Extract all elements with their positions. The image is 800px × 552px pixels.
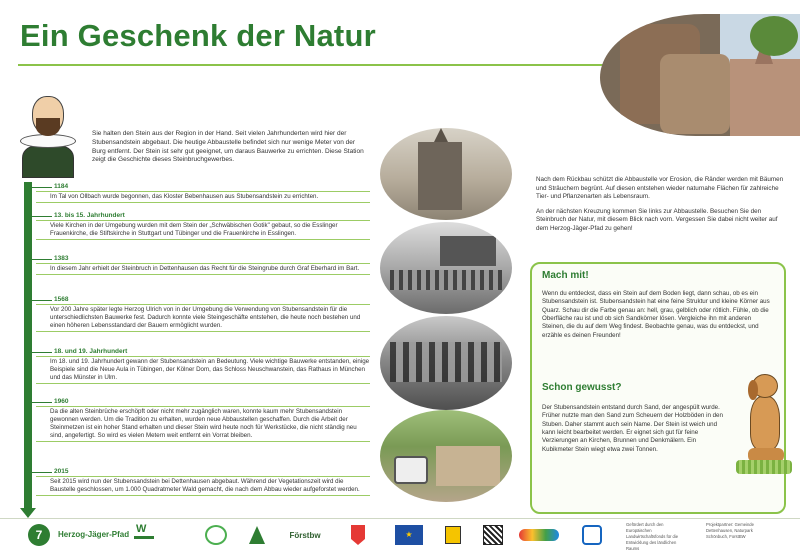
timeline-text: Im 18. und 19. Jahrhundert gewann der Stubensandstein an Bedeutung. Viele wichtige Bauwerke entstanden, einige Beispiele sind die Neue Aula in Tübingen, der Kölner Dom, das Schloss Neuschwanstein, das Rathaus in München und das Münster in Ulm.	[36, 356, 370, 384]
timeline-date: 18. und 19. Jahrhundert	[36, 348, 370, 355]
intro-text: Sie halten den Stein aus der Region in der Hand. Seit vielen Jahrhunderten wird hier der Stubensandstein abgebaut. Die heutige Abbaustelle befindet sich nur wenige Meter von der Burg entfernt. Der Stein ist sehr gut geeignet, um daraus Bauwerke zu errichten. Diese Station zeigt die Geschichte dieses Steinbruchgewerbes.	[92, 130, 364, 164]
schon-gewusst-text: Der Stubensandstein entstand durch Sand, der angespült wurde. Früher nutzte man den Sand zum Scheuern der Holzböden in den Stuben. Daher stammt auch sein Name. Der Stein ist weich und kann leicht bearbeitet werden. Er eignet sich gut für feine Verzierungen an Kirchen, Brunnen und Denkmälern. Ein Kubikmeter Stein wiegt etwa zwei Tonnen.	[542, 404, 723, 453]
title-divider	[18, 64, 658, 66]
legal-text: Projektpartner: Gemeinde Dettenhausen, Naturpark Schönbuch, ForstBW	[706, 522, 754, 539]
forstbw-logo: Förstbw	[289, 530, 321, 540]
timeline-text: Im Tal von Ollbach wurde begonnen, das Kloster Bebenhausen aus Stubensandstein zu errichten.	[36, 191, 370, 203]
photo-historic-quarry	[380, 222, 512, 314]
timeline-date: 13. bis 15. Jahrhundert	[36, 212, 370, 219]
sponsor-logo-icon	[244, 522, 270, 548]
state-crest-icon	[436, 522, 470, 548]
photo-church	[380, 128, 512, 220]
sponsor-logo-icon	[338, 522, 378, 548]
right-intro-paragraph: Nach dem Rückbau schützt die Abbaustelle vor Erosion, die Ränder werden mit Bäumen und Sträuchern begrünt. Auf diesen entstehen wieder naturnahe Flächen für zahlreiche Tier- und Pflanzenarten als Lebensraum.	[536, 176, 784, 200]
crown-icon	[134, 529, 154, 539]
timeline-date: 1960	[36, 398, 370, 405]
eu-flag-icon: ★	[394, 522, 424, 548]
timeline-entry	[36, 212, 370, 240]
mach-mit-text: Wenn du entdeckst, dass ein Stein auf dem Boden liegt, dann schau, ob es ein Stubensandstein ist. Stubensandstein hat eine feine Struktur und kleine Körner aus Quarz. Schau dir die Farbe genau an: hell, grau, gelblich oder rötlich. Fühle, ob die Oberfläche rau ist und ob sich Sandkörner lösen. Vergleiche ihn mit anderen Steinen, die du auf dem Weg findest. Beobachte genau, was du entdeckst, und erzähle es deinen Freunden!	[542, 290, 770, 339]
station-number: 7	[28, 524, 50, 546]
timeline-entry	[36, 255, 370, 275]
timeline-date: 1184	[36, 183, 370, 190]
timeline-text: Vor 200 Jahre später legte Herzog Ulrich von in der Umgebung die Verwendung von Stubensandstein für die unterschiedlichsten Bauwerke fest. Dadurch konnte viele Steingeschäfte entstehen, die heute noch bestehen und einen höheren Lebensstandard der Bauern ermöglicht wurden.	[36, 304, 370, 332]
timeline-entry	[36, 296, 370, 332]
timeline-arrow-icon	[20, 508, 36, 518]
timeline-entry	[36, 398, 370, 442]
sponsor-logo-icon	[578, 522, 606, 548]
timeline-date: 1568	[36, 296, 370, 303]
sponsor-logo-icon	[516, 522, 562, 548]
mach-mit-heading: Mach mit!	[542, 270, 589, 281]
duke-portrait	[10, 88, 84, 180]
timeline-date: 1383	[36, 255, 370, 262]
photo-quarry-workers	[380, 316, 512, 410]
timeline-text: Da die alten Steinbrüche erschöpft oder nicht mehr zugänglich waren, konnte kaum mehr Stubensandstein gewonnen werden. Um die Tradition zu erhalten, wurden neue Abbaustellen geschaffen. Durch die Arbeit der Steinmetzen ist ein hoher Stand erhalten und dieser Stein wird heute noch für Werkstücke, die nicht ständig neu sind, angefertigt. So wird es vielen Metern weit entfernt ein Vorrat bleiben.	[36, 406, 370, 442]
timeline-text: Seit 2015 wird nun der Stubensandstein bei Dettenhausen abgebaut. Während der Vegetationszeit wird die Baustelle geschlossen, um 1.000 Quadratmeter Wald gemacht, die nach dem Abbau wieder aufgeforstet werden.	[36, 476, 370, 496]
schon-gewusst-heading: Schon gewusst?	[542, 382, 622, 393]
timeline-bar	[24, 182, 32, 512]
right-intro-paragraph: An der nächsten Kreuzung kommen Sie links zur Abbaustelle. Besuchen Sie den Steinbruch der Natur, mit diesem Blick nach vorn. Vergessen Sie dabei nicht weiter auf dem Herzog-Jäger-Pfad zu gehen!	[536, 207, 778, 232]
header-photo	[600, 14, 800, 136]
right-intro	[536, 176, 786, 239]
dog-mascot-icon	[736, 370, 792, 480]
footer-divider	[0, 518, 800, 519]
timeline-entry	[36, 468, 370, 496]
timeline-text: Viele Kirchen in der Umgebung wurden mit dem Stein der „Schwäbischen Gotik" gebaut, so die Esslinger Frauenkirche, die Stiftskirche in Stuttgart und Tübinger und die Frauenkirche in Esslingen.	[36, 220, 370, 240]
page-title: Ein Geschenk der Natur	[20, 18, 376, 53]
photo-modern-quarry	[380, 410, 512, 502]
qr-code-icon	[480, 522, 506, 548]
timeline-entry	[36, 183, 370, 203]
legal-text: Gefördert durch den Europäischen Landwirtschaftsfonds für die Entwicklung des ländlichen Raums	[626, 522, 679, 551]
trail-name: Herzog-Jäger-Pfad	[58, 530, 130, 539]
timeline-entry	[36, 348, 370, 384]
sponsor-logo-icon	[196, 522, 236, 548]
timeline-date: 2015	[36, 468, 370, 475]
timeline-text: In diesem Jahr erhielt der Steinbruch in Dettenhausen das Recht für die Steingrube durch Graf Eberhard im Bart.	[36, 263, 370, 275]
